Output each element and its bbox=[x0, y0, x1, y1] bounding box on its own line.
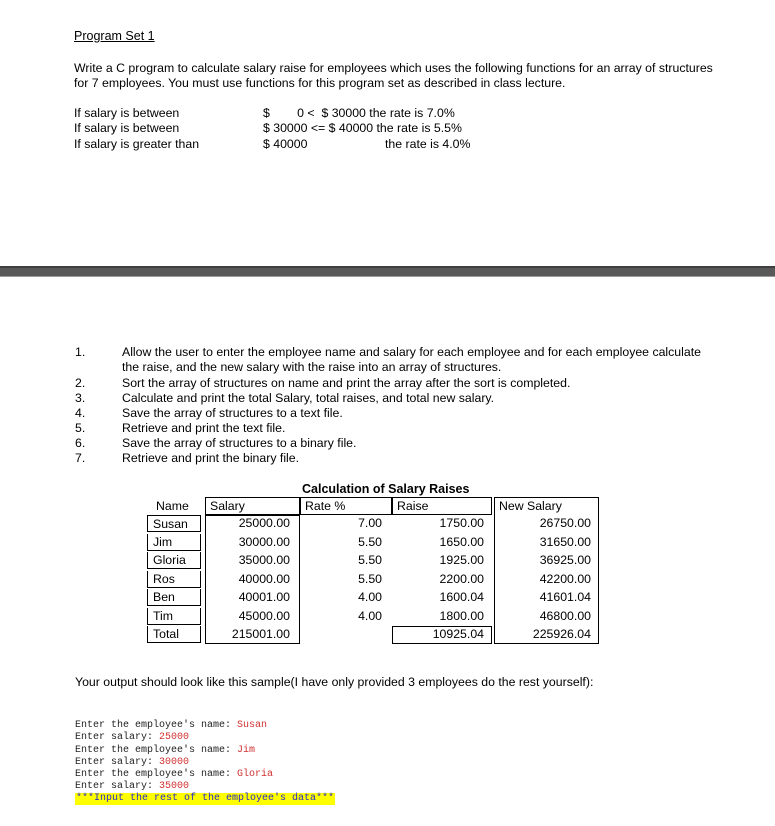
step-number: 5. bbox=[75, 421, 86, 435]
console-line bbox=[75, 757, 189, 769]
console-note-highlight: ***Input the rest of the employee's data*** bbox=[76, 793, 335, 804]
rate-rule-label: If salary is greater than bbox=[74, 137, 200, 151]
table-row-new-salary: 36925.00 bbox=[539, 553, 591, 567]
table-row-rate: 7.00 bbox=[358, 516, 382, 530]
step-text: Retrieve and print the text file. bbox=[122, 421, 286, 435]
console-prompt: Enter the employee's name: bbox=[75, 769, 238, 780]
console-prompt: Enter salary: bbox=[75, 781, 160, 792]
table-row-rate: 5.50 bbox=[358, 553, 382, 567]
console-line bbox=[75, 769, 273, 781]
table-row-new-salary: 41601.04 bbox=[539, 590, 591, 604]
table-row-new-salary: 26750.00 bbox=[539, 516, 591, 530]
step-number: 3. bbox=[75, 391, 86, 405]
rate-rule-label: If salary is between bbox=[74, 106, 180, 120]
table-caption: Calculation of Salary Raises bbox=[302, 482, 470, 496]
table-row-name: Gloria bbox=[147, 552, 201, 569]
table-total-salary: 215001.00 bbox=[231, 627, 290, 641]
table-row-new-salary: 31650.00 bbox=[539, 535, 591, 549]
console-input: 35000 bbox=[159, 781, 190, 792]
table-row-name: Ros bbox=[147, 571, 201, 588]
table-total-label: Total bbox=[147, 626, 201, 643]
table-total-raise: 10925.04 bbox=[432, 627, 484, 641]
table-row-raise: 1750.00 bbox=[439, 516, 484, 530]
table-row-rate: 5.50 bbox=[358, 572, 382, 586]
table-row-salary: 25000.00 bbox=[238, 516, 290, 530]
table-row-salary: 45000.00 bbox=[238, 609, 290, 623]
console-prompt: Enter salary: bbox=[75, 732, 160, 743]
table-row-salary: 30000.00 bbox=[238, 535, 290, 549]
console-prompt: Enter the employee's name: bbox=[75, 745, 238, 756]
table-row-name: Ben bbox=[147, 589, 201, 606]
table-row-raise: 2200.00 bbox=[439, 572, 484, 586]
table-row-name: Tim bbox=[147, 608, 201, 625]
rate-rule-amount: $ 0 < $ 30000 the rate is 7.0% bbox=[263, 106, 455, 120]
step-text: Save the array of structures to a text file. bbox=[122, 406, 343, 420]
step-number: 6. bbox=[75, 436, 86, 450]
console-input: 25000 bbox=[159, 732, 190, 743]
table-total-new-salary: 225926.04 bbox=[532, 627, 591, 641]
table-row-new-salary: 42200.00 bbox=[539, 572, 591, 586]
table-row-raise: 1925.00 bbox=[439, 553, 484, 567]
table-row-raise: 1600.04 bbox=[439, 590, 484, 604]
rate-rule-label: If salary is between bbox=[74, 121, 180, 135]
table-row-salary: 40000.00 bbox=[238, 572, 290, 586]
console-line bbox=[75, 720, 267, 732]
header-name: Name bbox=[156, 499, 189, 513]
table-row-salary: 35000.00 bbox=[238, 553, 290, 567]
console-line bbox=[75, 745, 255, 757]
table-row-raise: 1650.00 bbox=[439, 535, 484, 549]
step-number: 1. bbox=[75, 345, 86, 359]
table-row-new-salary: 46800.00 bbox=[539, 609, 591, 623]
console-prompt: Enter salary: bbox=[75, 757, 160, 768]
header-salary: Salary bbox=[210, 499, 245, 513]
rate-rule-amount: $ 40000 bbox=[263, 137, 308, 151]
header-new-salary: New Salary bbox=[499, 499, 562, 513]
step-text: Allow the user to enter the employee name and salary for each employee and for each employee calculate the raise, and the new salary with the raise into an array of structures. bbox=[122, 345, 701, 375]
table-row-rate: 5.50 bbox=[358, 535, 382, 549]
console-input: 30000 bbox=[159, 757, 190, 768]
table-row-name: Jim bbox=[147, 534, 201, 551]
console-input: Jim bbox=[237, 745, 256, 756]
step-text: Save the array of structures to a binary file. bbox=[122, 436, 357, 450]
page-divider bbox=[0, 266, 775, 277]
step-text: Retrieve and print the binary file. bbox=[122, 451, 300, 465]
step-text: Sort the array of structures on name and print the array after the sort is completed. bbox=[122, 376, 571, 390]
console-input: Gloria bbox=[237, 769, 274, 780]
rate-rule-1 bbox=[74, 106, 494, 121]
table-row-salary: 40001.00 bbox=[238, 590, 290, 604]
table-row-raise: 1800.00 bbox=[439, 609, 484, 623]
table-row-name: Susan bbox=[147, 515, 201, 532]
step-number: 2. bbox=[75, 376, 86, 390]
rate-rule-rate: the rate is 4.0% bbox=[385, 137, 471, 151]
rate-rule-amount: $ 30000 <= $ 40000 the rate is 5.5% bbox=[263, 121, 462, 135]
step-number: 4. bbox=[75, 406, 86, 420]
step-text: Calculate and print the total Salary, total raises, and total new salary. bbox=[122, 391, 495, 405]
intro-paragraph: Write a C program to calculate salary raise for employees which uses the following functions for an array of structures for 7 employees. You must use functions for this program set as described in class lecture. bbox=[74, 61, 713, 91]
console-line bbox=[75, 732, 189, 744]
program-title: Program Set 1 bbox=[74, 29, 155, 43]
table-total-rate bbox=[300, 626, 382, 643]
header-rate: Rate % bbox=[305, 499, 346, 513]
console-line bbox=[75, 781, 189, 793]
table-row-rate: 4.00 bbox=[358, 609, 382, 623]
sample-intro: Your output should look like this sample(I have only provided 3 employees do the rest yourself): bbox=[75, 675, 594, 689]
header-raise: Raise bbox=[397, 499, 429, 513]
step-number: 7. bbox=[75, 451, 86, 465]
rate-rule-2 bbox=[74, 121, 494, 136]
console-input: Susan bbox=[237, 720, 268, 731]
console-prompt: Enter the employee's name: bbox=[75, 720, 238, 731]
table-row-rate: 4.00 bbox=[358, 590, 382, 604]
rate-rule-3 bbox=[74, 137, 494, 152]
